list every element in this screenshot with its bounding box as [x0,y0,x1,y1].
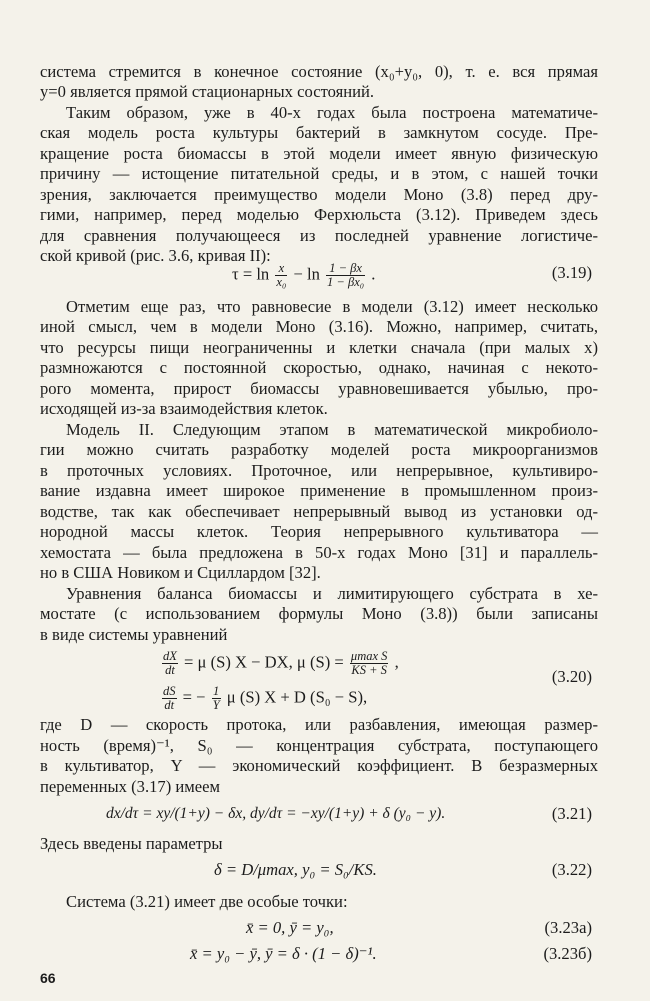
text-line: вание издавна имеет широкое применение в промышленном произ- [40,481,598,500]
text-line: в культиватор, Y — экономический коэффициент. В безразмерных [40,756,598,775]
text-line: Модель II. Следующим этапом в математической микробиоло- [66,420,598,439]
text-line: иной смысл, чем в модели Моно (3.16). Можно, например, считать, [40,317,598,336]
equation-3-23a: x̄ = 0, ȳ = y₀, [246,918,334,937]
text-line: ность (время)⁻¹, S₀ — концентрация субстрата, поступающего [40,736,598,755]
text-line: кращение роста биомассы в этой модели имеет явную физическую [40,144,598,163]
equation-3-20-row1: $\frac{dX}{dt}$ = μ (S) X − DX, μ (S) = $\frac{\text{μmax S}}{KS + S}$ , [163,649,399,677]
equation-3-20-row2: $\frac{dS}{dt}$ = − $\frac{1}{Y}$ μ (S) X + D (S₀ − S), [163,684,368,712]
page-number: 66 [40,970,56,986]
text-line: в виде системы уравнений [40,625,228,644]
fraction: $\frac{dS}{dt}$ [163,684,176,712]
fraction: $\frac{x}{\text{x₀}}$ [276,261,287,289]
text-line: гими, например, перед моделью Ферхюльста (3.12). Приведем здесь [40,205,598,224]
equation-3-21: dx/dτ = xy/(1+y) − δx, dy/dτ = −xy/(1+y) + δ (y₀ − y). [106,805,446,822]
text-line: Система (3.21) имеет две особые точки: [66,892,348,911]
text-line: зрения, заключается преимущество модели Моно (3.8) перед дру- [40,185,598,204]
fraction: $\frac{\text{μmax S}}{KS + S}$ [350,649,388,677]
equation-3-23b: x̄ = y₀ − ȳ, ȳ = δ · (1 − δ)⁻¹. [190,944,377,963]
fraction: $\frac{dX}{dt}$ [163,649,177,677]
text-line: Здесь введены параметры [40,834,223,853]
text-line: нородной массы клеток. Теория непрерывного культиватора — [40,522,598,541]
text-line: причину — истощение питательной среды, и в этом, с нашей точки [40,164,598,183]
text-line: хемостата — была предложена в 50-х годах Моно [31] и параллель- [40,543,598,562]
text-line: ской кривой (рис. 3.6, кривая II): [40,246,271,265]
text-line: ская модель роста культуры бактерий в замкнутом сосуде. Пре- [40,123,598,142]
text-line: рого момента, прирост биомассы уравновешивается убылью, про- [40,379,598,398]
text-line: y=0 является прямой стационарных состояний. [40,82,374,101]
text-line: водстве, так как обеспечивает непрерывный вывод из установки од- [40,502,598,521]
fraction: $\frac{1 - \beta x}{\text{1 − βx₀}}$ [327,261,365,289]
text-line: гии можно считать разработку моделей роста микроорганизмов [40,440,598,459]
equation-number: (3.20) [551,667,592,686]
equation-number: (3.23б) [543,944,592,963]
equation-number: (3.22) [551,860,592,879]
text-line: исходящей из-за взаимодействия клеток. [40,399,328,418]
text-line: система стремится в конечное состояние (x₀+y₀, 0), т. е. вся прямая [40,62,598,81]
equation-number: (3.21) [551,804,592,823]
text-line: мостате (с использованием формулы Моно (3.8)) были записаны [40,604,598,623]
text-line: но в США Новиком и Сциллардом [32]. [40,563,321,582]
text-line: в проточных условиях. Проточное, или непрерывное, культивиро- [40,461,598,480]
text-line: переменных (3.17) имеем [40,777,220,796]
text-line: что ресурсы пищи неограниченны и клетки сначала (при малых x) [40,338,598,357]
equation-3-19: τ = ln $\frac{x}{\text{x₀}}$ − ln $\frac{1 - \beta x}{\text{1 − βx₀}}$ . [232,261,376,289]
equation-number: (3.23а) [544,918,592,937]
text-line: Уравнения баланса биомассы и лимитирующего субстрата в хе- [66,584,598,603]
text-line: Таким образом, уже в 40-х годах была построена математиче- [66,103,598,122]
text-line: для сравнения получающееся из последней уравнение логистиче- [40,226,598,245]
equation-number: (3.19) [551,263,592,282]
fraction: $\frac{1}{Y}$ [212,684,220,712]
equation-3-22: δ = D/μmax, y₀ = S₀/KS. [214,860,377,879]
text-line: где D — скорость протока, или разбавления, имеющая размер- [40,715,598,734]
text-line: Отметим еще раз, что равновесие в модели (3.12) имеет несколько [66,297,598,316]
text-line: размножаются с постоянной скоростью, однако, начиная с некото- [40,358,598,377]
